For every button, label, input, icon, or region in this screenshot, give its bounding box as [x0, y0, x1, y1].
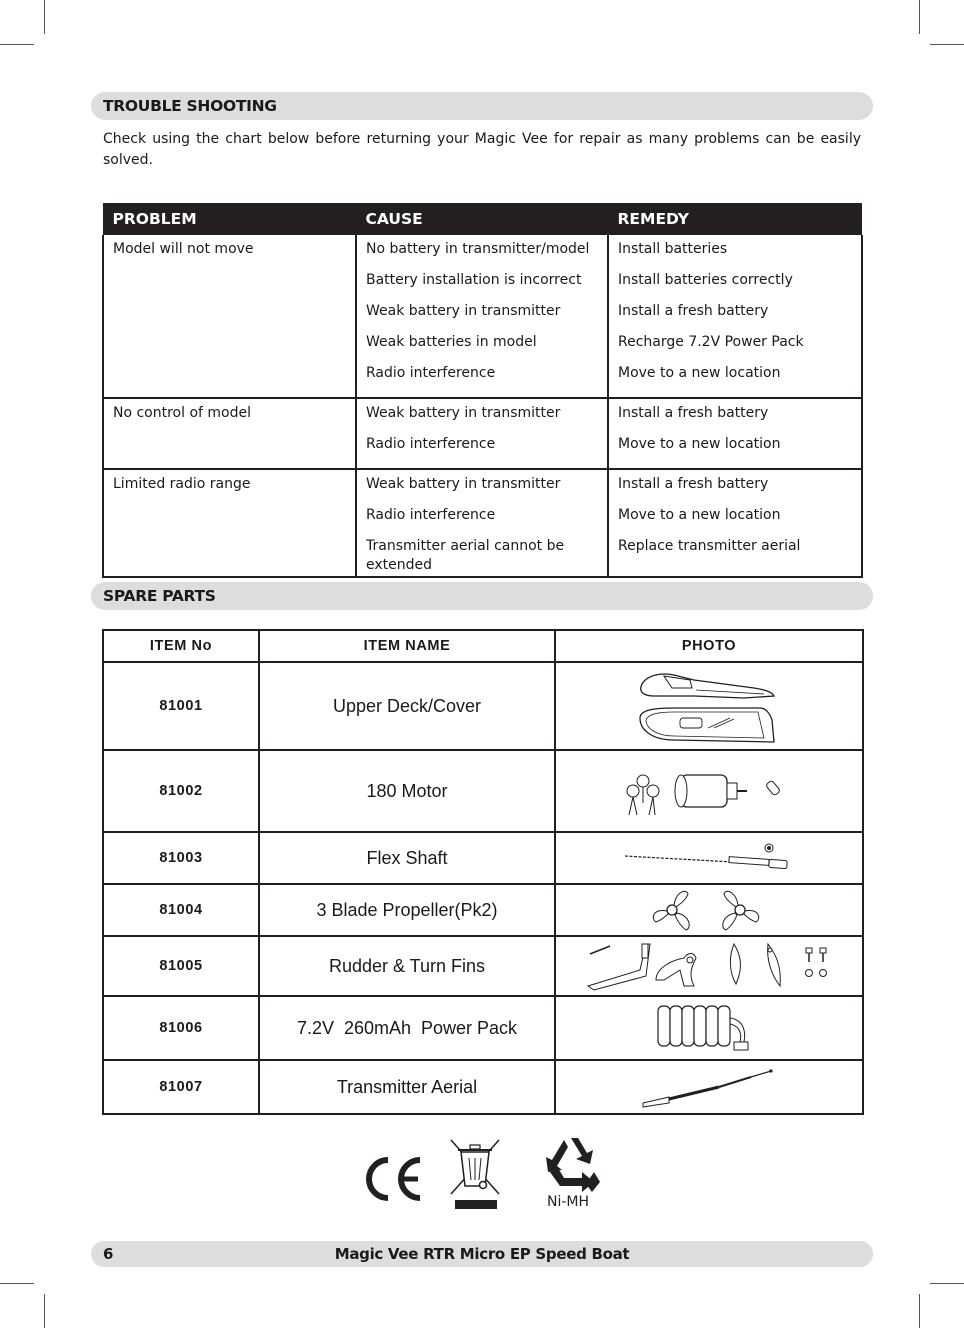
cause-text: No battery in transmitter/model — [366, 241, 590, 257]
cause-text: Weak battery in transmitter — [366, 476, 561, 492]
item-name: 180 Motor — [259, 750, 555, 832]
crop-mark — [44, 1294, 45, 1328]
item-name: 7.2V 260mAh Power Pack — [259, 996, 555, 1060]
spare-part-row — [103, 884, 863, 936]
remedy-text: Install batteries — [618, 241, 728, 257]
recycle-icon — [538, 1134, 604, 1196]
remedy-cell — [608, 235, 862, 398]
remedy-text: Move to a new location — [618, 365, 781, 381]
item-photo — [555, 996, 863, 1060]
item-number: 81002 — [103, 750, 259, 832]
spare-parts-table — [102, 629, 864, 1115]
propeller-icon — [556, 886, 862, 934]
cause-text: Radio interference — [366, 507, 496, 523]
spare-part-row — [103, 750, 863, 832]
item-number: 81001 — [103, 662, 259, 750]
item-number: 81006 — [103, 996, 259, 1060]
problem-cell — [103, 469, 356, 577]
crop-mark — [919, 1294, 920, 1328]
section-title: SPARE PARTS — [103, 587, 216, 605]
item-photo — [555, 884, 863, 936]
spare-part-row — [103, 936, 863, 996]
crop-mark — [930, 1283, 964, 1284]
problem-text: Model will not move — [113, 241, 254, 257]
spare-part-row — [103, 832, 863, 884]
problem-cell — [103, 398, 356, 469]
cause-text: Transmitter aerial cannot be extended — [366, 538, 565, 573]
compliance-marks — [0, 1132, 964, 1212]
page-number: 6 — [103, 1245, 114, 1263]
rudder-fins-icon — [556, 940, 862, 992]
cause-text: Radio interference — [366, 436, 496, 452]
item-name: Flex Shaft — [259, 832, 555, 884]
header-item-no: ITEM No — [103, 630, 259, 662]
crop-mark — [0, 1283, 34, 1284]
item-number: 81007 — [103, 1060, 259, 1114]
item-name: Rudder & Turn Fins — [259, 936, 555, 996]
battery-pack-icon — [556, 998, 862, 1058]
cause-cell — [356, 398, 608, 469]
trouble-row — [103, 235, 862, 398]
section-title: TROUBLE SHOOTING — [103, 97, 277, 115]
item-name: Transmitter Aerial — [259, 1060, 555, 1114]
item-photo — [555, 750, 863, 832]
page-footer — [91, 1241, 873, 1267]
remedy-text: Replace transmitter aerial — [618, 538, 801, 554]
remedy-text: Install a fresh battery — [618, 405, 769, 421]
cause-text: Weak batteries in model — [366, 334, 537, 350]
remedy-text: Install batteries correctly — [618, 272, 793, 288]
spare-part-row — [103, 662, 863, 750]
remedy-text: Recharge 7.2V Power Pack — [618, 334, 804, 350]
cause-cell — [356, 469, 608, 577]
spare-part-row — [103, 1060, 863, 1114]
item-number: 81005 — [103, 936, 259, 996]
trouble-shooting-header — [91, 92, 873, 120]
trouble-row — [103, 469, 862, 577]
crop-mark — [930, 44, 964, 45]
trouble-row — [103, 398, 862, 469]
header-photo: PHOTO — [555, 630, 863, 662]
weee-bin-icon — [449, 1136, 503, 1212]
problem-cell — [103, 235, 356, 398]
item-name: Upper Deck/Cover — [259, 662, 555, 750]
item-photo — [555, 832, 863, 884]
cause-text: Battery installation is incorrect — [366, 272, 582, 288]
item-number: 81004 — [103, 884, 259, 936]
spare-parts-header — [91, 582, 873, 610]
item-number: 81003 — [103, 832, 259, 884]
trouble-table — [102, 203, 863, 578]
remedy-cell — [608, 469, 862, 577]
header-remedy: REMEDY — [608, 203, 862, 235]
remedy-text: Move to a new location — [618, 507, 781, 523]
remedy-text: Install a fresh battery — [618, 303, 769, 319]
motor-icon — [556, 763, 862, 819]
header-item-name: ITEM NAME — [259, 630, 555, 662]
remedy-text: Move to a new location — [618, 436, 781, 452]
intro-text: Check using the chart below before returning your Magic Vee for repair as many problems can be easily solved. — [103, 131, 861, 168]
remedy-cell — [608, 398, 862, 469]
crop-mark — [919, 0, 920, 34]
item-photo — [555, 1060, 863, 1114]
header-problem: PROBLEM — [103, 203, 356, 235]
item-photo — [555, 662, 863, 750]
aerial-icon — [556, 1063, 862, 1111]
spare-part-row — [103, 996, 863, 1060]
item-name: 3 Blade Propeller(Pk2) — [259, 884, 555, 936]
item-photo — [555, 936, 863, 996]
cause-text: Radio interference — [366, 365, 496, 381]
deck-cover-icon — [556, 666, 862, 746]
crop-mark — [0, 44, 34, 45]
crop-mark — [44, 0, 45, 34]
header-cause: CAUSE — [356, 203, 608, 235]
cause-text: Weak battery in transmitter — [366, 405, 561, 421]
nimh-label: Ni-MH — [547, 1194, 590, 1210]
problem-text: Limited radio range — [113, 476, 251, 492]
remedy-text: Install a fresh battery — [618, 476, 769, 492]
cause-text: Weak battery in transmitter — [366, 303, 561, 319]
flex-shaft-icon — [556, 838, 862, 878]
ce-mark-icon — [360, 1154, 424, 1204]
problem-text: No control of model — [113, 405, 252, 421]
footer-title: Magic Vee RTR Micro EP Speed Boat — [334, 1245, 630, 1263]
cause-cell — [356, 235, 608, 398]
